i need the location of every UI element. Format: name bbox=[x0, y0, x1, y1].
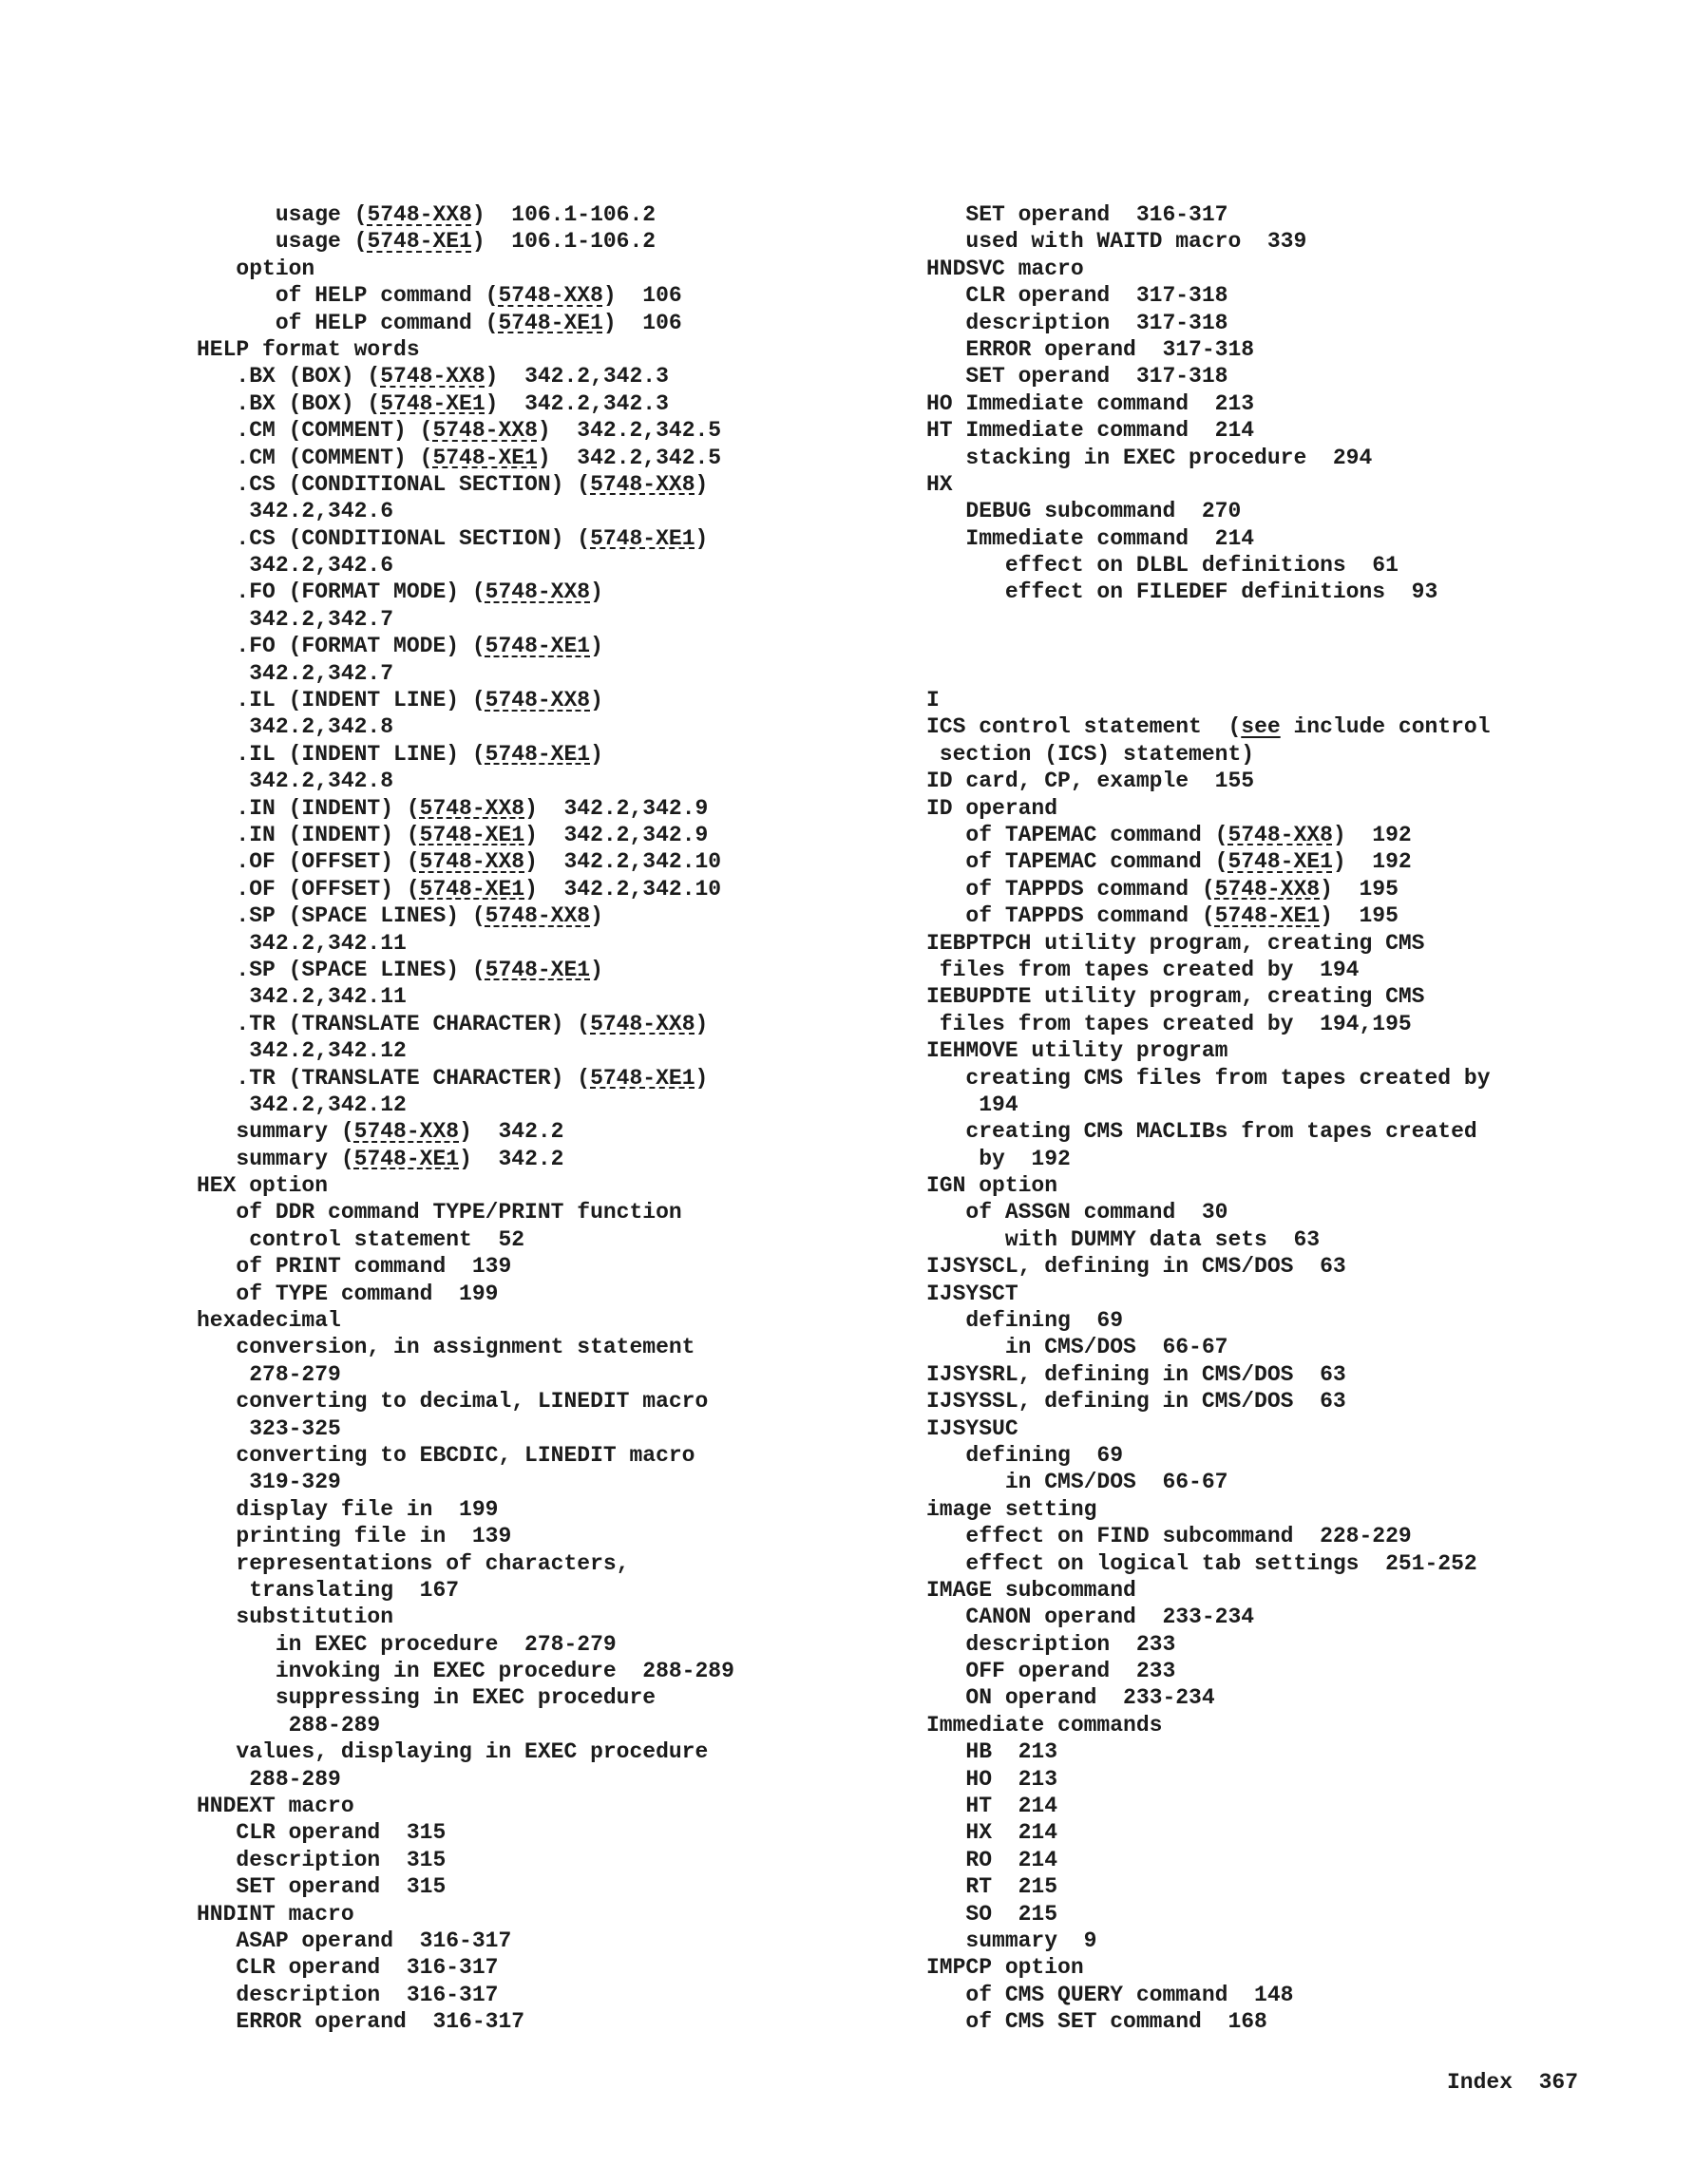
index-line: summary 9 bbox=[926, 1928, 1097, 1953]
index-line: converting to decimal, LINEDIT macro bbox=[197, 1389, 709, 1415]
index-line: CLR operand 316-317 bbox=[197, 1955, 499, 1981]
index-line: summary (5748-XE1) 342.2 bbox=[197, 1146, 564, 1171]
index-line: ID card, CP, example 155 bbox=[926, 769, 1255, 794]
index-line: IMPCP option bbox=[926, 1955, 1084, 1981]
index-line: RO 214 bbox=[926, 1847, 1058, 1872]
index-line: Immediate commands bbox=[926, 1712, 1163, 1738]
index-line: HO 213 bbox=[926, 1766, 1058, 1792]
index-line: of CMS SET command 168 bbox=[926, 2009, 1267, 2035]
index-line: stacking in EXEC procedure 294 bbox=[926, 445, 1373, 470]
index-line: of TAPEMAC command (5748-XE1) 192 bbox=[926, 849, 1412, 875]
index-line: 342.2,342.11 bbox=[197, 930, 407, 956]
index-line: effect on DLBL definitions 61 bbox=[926, 553, 1399, 579]
index-line: .CM (COMMENT) (5748-XE1) 342.2,342.5 bbox=[197, 445, 722, 470]
index-line: ERROR operand 317-318 bbox=[926, 336, 1255, 362]
index-line: 342.2,342.6 bbox=[197, 553, 394, 579]
index-line: 319-329 bbox=[197, 1470, 341, 1495]
index-line: IEHMOVE utility program bbox=[926, 1038, 1228, 1064]
index-line: 342.2,342.12 bbox=[197, 1092, 407, 1117]
index-line: HX 214 bbox=[926, 1820, 1058, 1846]
index-line: HB 213 bbox=[926, 1739, 1058, 1765]
index-line: 342.2,342.12 bbox=[197, 1038, 407, 1064]
program-number: 5748-XX8 bbox=[498, 283, 603, 309]
index-line: of TAPPDS command (5748-XX8) 195 bbox=[926, 876, 1399, 902]
index-line bbox=[926, 660, 1491, 687]
index-line: representations of characters, bbox=[197, 1550, 630, 1576]
index-line: IJSYSCT bbox=[926, 1281, 1018, 1306]
index-line: 342.2,342.8 bbox=[197, 769, 394, 794]
program-number: 5748-XE1 bbox=[419, 822, 525, 847]
index-line: effect on FILEDEF definitions 93 bbox=[926, 579, 1438, 605]
index-line: IJSYSCL, defining in CMS/DOS 63 bbox=[926, 1254, 1346, 1280]
program-number: 5748-XE1 bbox=[367, 229, 472, 255]
program-number: 5748-XX8 bbox=[419, 849, 525, 875]
index-line: summary (5748-XX8) 342.2 bbox=[197, 1119, 564, 1145]
index-line: ON operand 233-234 bbox=[926, 1685, 1215, 1711]
index-line: image setting bbox=[926, 1496, 1097, 1522]
index-line: 342.2,342.8 bbox=[197, 714, 394, 740]
index-line: creating CMS files from tapes created by bbox=[926, 1065, 1491, 1091]
program-number: 5748-XE1 bbox=[380, 390, 485, 416]
index-line: 342.2,342.7 bbox=[197, 606, 394, 632]
index-line: of HELP command (5748-XE1) 106 bbox=[197, 310, 682, 335]
index-line: OFF operand 233 bbox=[926, 1659, 1176, 1684]
index-line: CANON operand 233-234 bbox=[926, 1605, 1255, 1630]
index-line: HNDINT macro bbox=[197, 1901, 354, 1927]
index-line: substitution bbox=[197, 1605, 394, 1630]
index-line: effect on FIND subcommand 228-229 bbox=[926, 1524, 1412, 1549]
index-line: 342.2,342.7 bbox=[197, 660, 394, 686]
index-line: ID operand bbox=[926, 795, 1058, 821]
index-line: IEBUPDTE utility program, creating CMS bbox=[926, 984, 1425, 1010]
index-line: suppressing in EXEC procedure bbox=[197, 1685, 657, 1711]
index-line: creating CMS MACLIBs from tapes created bbox=[926, 1119, 1477, 1145]
index-line: effect on logical tab settings 251-252 bbox=[926, 1550, 1477, 1576]
index-line: of TAPPDS command (5748-XE1) 195 bbox=[926, 903, 1399, 929]
index-line: .FO (FORMAT MODE) (5748-XE1) bbox=[197, 634, 603, 659]
index-line: of TYPE command 199 bbox=[197, 1281, 499, 1306]
index-line: CLR operand 315 bbox=[197, 1820, 447, 1846]
index-line: of PRINT command 139 bbox=[197, 1254, 512, 1280]
program-number: 5748-XX8 bbox=[485, 579, 591, 605]
index-line: by 192 bbox=[926, 1146, 1071, 1171]
index-line: 288-289 bbox=[197, 1766, 341, 1792]
index-line: files from tapes created by 194,195 bbox=[926, 1011, 1412, 1036]
index-line: hexadecimal bbox=[197, 1308, 341, 1334]
index-line: HNDEXT macro bbox=[197, 1794, 354, 1819]
program-number: 5748-XX8 bbox=[1214, 876, 1321, 902]
program-number: 5748-XX8 bbox=[1228, 822, 1333, 847]
index-line: Immediate command 214 bbox=[926, 525, 1255, 551]
program-number: 5748-XE1 bbox=[419, 876, 525, 902]
index-line: .CM (COMMENT) (5748-XX8) 342.2,342.5 bbox=[197, 418, 722, 444]
index-line: of ASSGN command 30 bbox=[926, 1200, 1228, 1225]
index-line: HO Immediate command 213 bbox=[926, 390, 1255, 416]
index-line: usage (5748-XE1) 106.1-106.2 bbox=[197, 229, 657, 255]
index-line: HT Immediate command 214 bbox=[926, 418, 1255, 444]
index-line: ICS control statement (see include control bbox=[926, 714, 1491, 740]
index-line: control statement 52 bbox=[197, 1226, 525, 1252]
index-line: description 233 bbox=[926, 1631, 1176, 1657]
index-line: of CMS QUERY command 148 bbox=[926, 1982, 1294, 2007]
index-line: used with WAITD macro 339 bbox=[926, 229, 1307, 255]
index-line: HEX option bbox=[197, 1173, 329, 1199]
index-line: printing file in 139 bbox=[197, 1524, 512, 1549]
index-line: .IL (INDENT LINE) (5748-XE1) bbox=[197, 741, 603, 767]
index-line: SET operand 315 bbox=[197, 1874, 447, 1900]
index-line: HX bbox=[926, 471, 953, 497]
index-line: ASAP operand 316-317 bbox=[197, 1928, 512, 1953]
index-line: section (ICS) statement) bbox=[926, 741, 1255, 767]
index-line: .OF (OFFSET) (5748-XE1) 342.2,342.10 bbox=[197, 876, 722, 902]
index-line: converting to EBCDIC, LINEDIT macro bbox=[197, 1442, 695, 1468]
index-line: 288-289 bbox=[197, 1712, 381, 1738]
index-line: .BX (BOX) (5748-XE1) 342.2,342.3 bbox=[197, 390, 669, 416]
index-line: defining 69 bbox=[926, 1308, 1124, 1334]
index-line bbox=[926, 633, 1491, 659]
index-line: IEBPTPCH utility program, creating CMS bbox=[926, 930, 1425, 956]
index-line: 342.2,342.6 bbox=[197, 499, 394, 524]
program-number: 5748-XE1 bbox=[498, 310, 603, 335]
program-number: 5748-XE1 bbox=[485, 741, 591, 767]
index-line: CLR operand 317-318 bbox=[926, 283, 1228, 309]
index-line: HELP format words bbox=[197, 336, 420, 362]
index-line: RT 215 bbox=[926, 1874, 1058, 1900]
index-line: of HELP command (5748-XX8) 106 bbox=[197, 283, 682, 309]
index-line: .IN (INDENT) (5748-XX8) 342.2,342.9 bbox=[197, 795, 709, 821]
index-line: 323-325 bbox=[197, 1415, 341, 1441]
index-line: I bbox=[926, 688, 940, 713]
index-line: .FO (FORMAT MODE) (5748-XX8) bbox=[197, 579, 603, 605]
index-line: in EXEC procedure 278-279 bbox=[197, 1631, 617, 1657]
program-number: 5748-XE1 bbox=[1214, 903, 1321, 929]
program-number: 5748-XE1 bbox=[485, 957, 591, 982]
index-line: .IN (INDENT) (5748-XE1) 342.2,342.9 bbox=[197, 822, 709, 847]
index-line bbox=[926, 606, 1491, 633]
program-number: 5748-XE1 bbox=[590, 525, 695, 551]
index-line: .IL (INDENT LINE) (5748-XX8) bbox=[197, 688, 603, 713]
index-line: SET operand 317-318 bbox=[926, 364, 1228, 389]
index-line: IGN option bbox=[926, 1173, 1058, 1199]
index-line: .TR (TRANSLATE CHARACTER) (5748-XX8) bbox=[197, 1011, 709, 1036]
index-line: IJSYSSL, defining in CMS/DOS 63 bbox=[926, 1389, 1346, 1415]
index-line: option bbox=[197, 256, 315, 281]
index-line: 194 bbox=[926, 1092, 1018, 1117]
index-line: HT 214 bbox=[926, 1794, 1058, 1819]
program-number: 5748-XX8 bbox=[590, 471, 695, 497]
index-line: .BX (BOX) (5748-XX8) 342.2,342.3 bbox=[197, 364, 669, 389]
index-line: values, displaying in EXEC procedure bbox=[197, 1739, 709, 1765]
see-reference: see bbox=[1241, 714, 1281, 740]
index-line: usage (5748-XX8) 106.1-106.2 bbox=[197, 202, 657, 227]
index-line: conversion, in assignment statement bbox=[197, 1335, 695, 1360]
index-line: ERROR operand 316-317 bbox=[197, 2009, 525, 2035]
program-number: 5748-XX8 bbox=[419, 795, 525, 821]
index-line: invoking in EXEC procedure 288-289 bbox=[197, 1659, 734, 1684]
index-line: IJSYSUC bbox=[926, 1415, 1018, 1441]
index-line: .CS (CONDITIONAL SECTION) (5748-XX8) bbox=[197, 471, 709, 497]
index-line: translating 167 bbox=[197, 1577, 460, 1603]
program-number: 5748-XE1 bbox=[590, 1065, 695, 1091]
index-line: display file in 199 bbox=[197, 1496, 499, 1522]
program-number: 5748-XE1 bbox=[1228, 849, 1333, 875]
index-line: files from tapes created by 194 bbox=[926, 957, 1360, 982]
index-line: .SP (SPACE LINES) (5748-XX8) bbox=[197, 903, 603, 929]
index-line: of TAPEMAC command (5748-XX8) 192 bbox=[926, 822, 1412, 847]
program-number: 5748-XX8 bbox=[380, 364, 485, 389]
index-line: description 315 bbox=[197, 1847, 447, 1872]
program-number: 5748-XX8 bbox=[367, 202, 472, 227]
index-line: description 316-317 bbox=[197, 1982, 499, 2007]
index-line: HNDSVC macro bbox=[926, 256, 1084, 281]
index-line: IJSYSRL, defining in CMS/DOS 63 bbox=[926, 1361, 1346, 1387]
index-line: DEBUG subcommand 270 bbox=[926, 499, 1242, 524]
index-line: with DUMMY data sets 63 bbox=[926, 1226, 1321, 1252]
index-column-right bbox=[926, 201, 1491, 2036]
index-line: .CS (CONDITIONAL SECTION) (5748-XE1) bbox=[197, 525, 709, 551]
index-line: in CMS/DOS 66-67 bbox=[926, 1470, 1228, 1495]
index-line: SO 215 bbox=[926, 1901, 1058, 1927]
program-number: 5748-XE1 bbox=[353, 1146, 460, 1171]
program-number: 5748-XE1 bbox=[432, 445, 538, 470]
footer-label: Index 367 bbox=[1447, 2070, 1579, 2095]
index-line: description 317-318 bbox=[926, 310, 1228, 335]
index-line: 278-279 bbox=[197, 1361, 341, 1387]
index-column-left bbox=[197, 201, 734, 2036]
program-number: 5748-XX8 bbox=[353, 1119, 460, 1145]
index-line: 342.2,342.11 bbox=[197, 984, 407, 1010]
program-number: 5748-XX8 bbox=[485, 688, 591, 713]
index-line: in CMS/DOS 66-67 bbox=[926, 1335, 1228, 1360]
index-line: .OF (OFFSET) (5748-XX8) 342.2,342.10 bbox=[197, 849, 722, 875]
program-number: 5748-XX8 bbox=[485, 903, 591, 929]
index-line: .TR (TRANSLATE CHARACTER) (5748-XE1) bbox=[197, 1065, 709, 1091]
index-line: SET operand 316-317 bbox=[926, 202, 1228, 227]
index-line: of DDR command TYPE/PRINT function bbox=[197, 1200, 682, 1225]
program-number: 5748-XX8 bbox=[590, 1011, 695, 1036]
page-footer bbox=[1447, 2069, 1578, 2096]
index-line: .SP (SPACE LINES) (5748-XE1) bbox=[197, 957, 603, 982]
index-line: defining 69 bbox=[926, 1442, 1124, 1468]
program-number: 5748-XX8 bbox=[432, 418, 538, 444]
program-number: 5748-XE1 bbox=[485, 634, 591, 659]
index-line: IMAGE subcommand bbox=[926, 1577, 1136, 1603]
